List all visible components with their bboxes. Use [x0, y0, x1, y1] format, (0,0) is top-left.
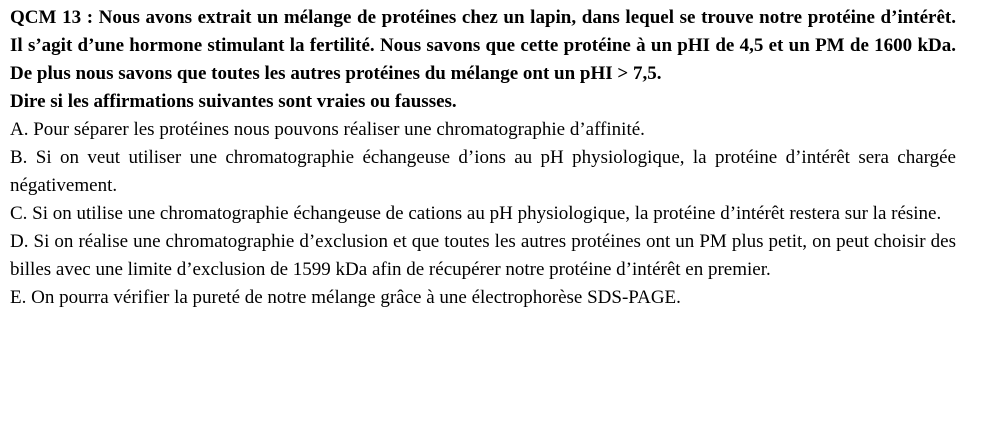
- question-stem: QCM 13 : Nous avons extrait un mélange de protéines chez un lapin, dans lequel se trouve notre protéine d’intérêt. Il s’agit d’une hormone stimulant la fertilité. Nous savons que cette protéine à un pHI de 4,5 et un PM de 1600 kDa. De plus nous savons que toutes les autres protéines du mélange ont un pHI > 7,5.: [10, 7, 956, 84]
- option-b: B. Si on veut utiliser une chromatographie échangeuse d’ions au pH physiologique, la protéine d’intérêt sera chargée négativement.: [10, 147, 956, 196]
- option-a: A. Pour séparer les protéines nous pouvons réaliser une chromatographie d’affinité.: [10, 119, 645, 140]
- document-page: [10, 4, 956, 312]
- question-instruction: Dire si les affirmations suivantes sont vraies ou fausses.: [10, 91, 457, 112]
- option-d: D. Si on réalise une chromatographie d’exclusion et que toutes les autres protéines ont un PM plus petit, on peut choisir des billes avec une limite d’exclusion de 1599 kDa afin de récupérer notre protéine d’intérêt en premier.: [10, 231, 956, 280]
- option-c: C. Si on utilise une chromatographie échangeuse de cations au pH physiologique, la protéine d’intérêt restera sur la résine.: [10, 203, 942, 224]
- option-e: E. On pourra vérifier la pureté de notre mélange grâce à une électrophorèse SDS-PAGE.: [10, 287, 681, 308]
